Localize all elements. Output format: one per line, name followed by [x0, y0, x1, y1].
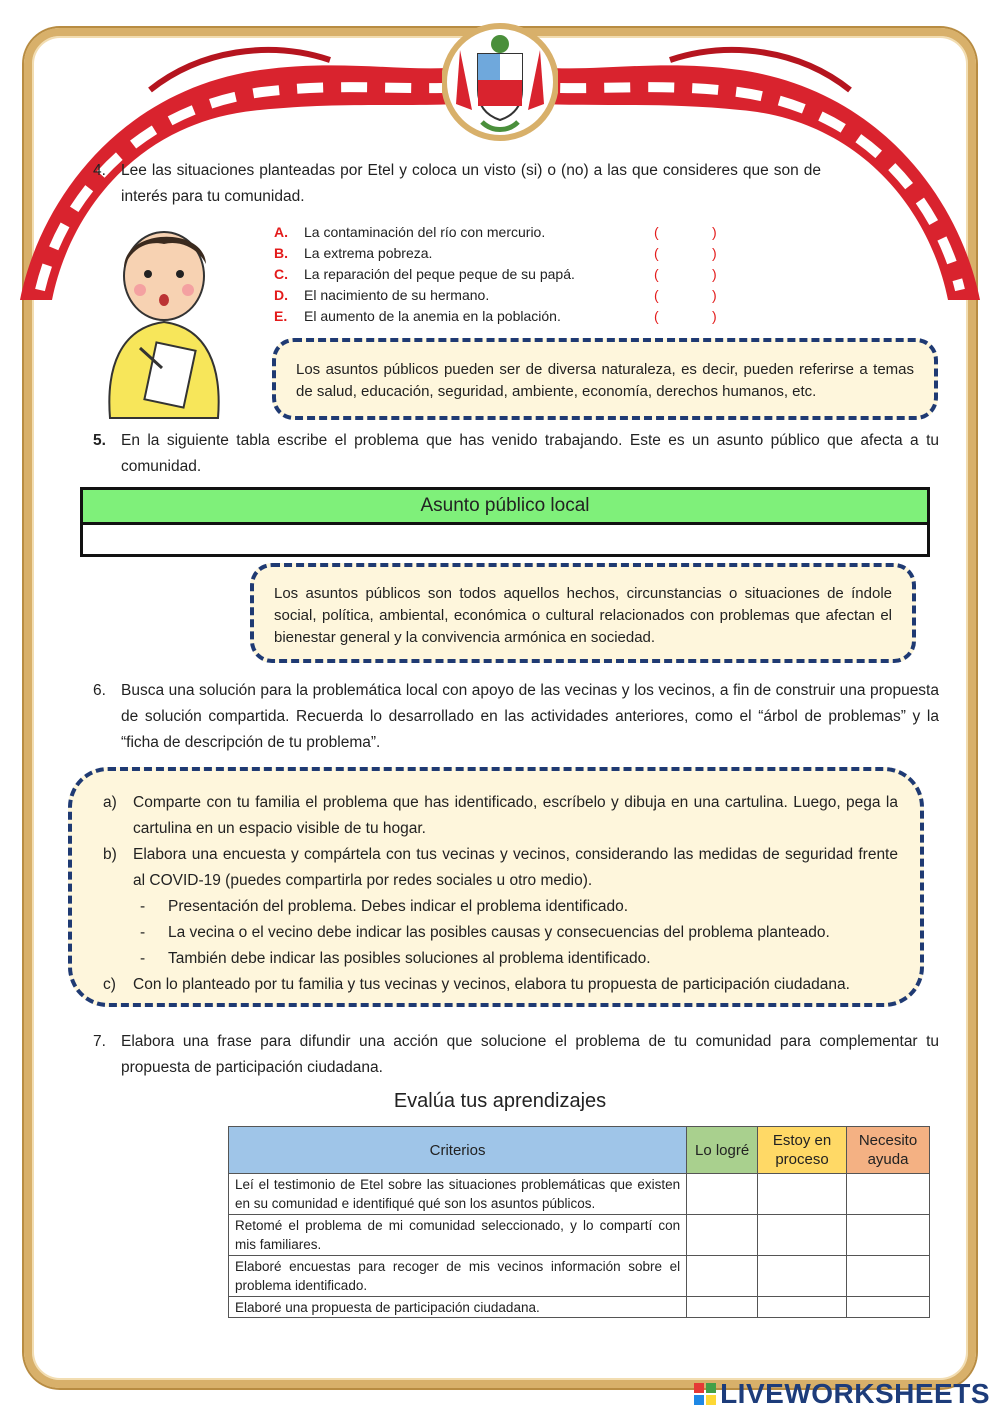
close-paren: ) [712, 308, 717, 324]
peru-coat-of-arms-icon [442, 20, 558, 144]
table-row [229, 1297, 930, 1318]
check-cell-logre[interactable] [687, 1297, 758, 1318]
question-7-text: Elabora una frase para difundir una acción que solucione el problema de tu comunidad para complementar tu propuesta de participación ciudadana. [121, 1033, 939, 1076]
table-row [229, 1256, 930, 1297]
question-6-number: 6. [93, 682, 106, 699]
task-label: a) [103, 794, 117, 811]
asunto-publico-header: Asunto público local [83, 490, 927, 525]
option-letter: B. [274, 245, 288, 261]
option-c [274, 264, 717, 285]
open-paren: ( [654, 266, 659, 282]
question-4-text: Lee las situaciones planteadas por Etel y coloca un visto (si) o (no) a las que consideres que son de interés para tu comunidad. [121, 162, 821, 205]
question-5 [93, 428, 939, 480]
task-text: Elabora una encuesta y compártela con tus vecinas y vecinos, considerando las medidas de seguridad frente al COVID-19 (puedes compartirla por redes sociales u otro medio). [133, 846, 898, 889]
open-paren: ( [654, 245, 659, 261]
check-cell-logre[interactable] [687, 1174, 758, 1215]
close-paren: ) [712, 224, 717, 240]
answer-slot-d[interactable] [654, 285, 724, 306]
liveworksheets-logo [694, 1378, 990, 1410]
check-cell-proceso[interactable] [758, 1215, 847, 1256]
asunto-publico-answer-cell[interactable] [83, 525, 927, 557]
answer-slot-b[interactable] [654, 243, 724, 264]
liveworksheets-wordmark: LIVEWORKSHEETS [720, 1378, 990, 1409]
option-b [274, 243, 717, 264]
note-text: Los asuntos públicos pueden ser de diversa naturaleza, es decir, pueden referirse a temas de salud, educación, seguridad, ambiente, economía, derechos humanos, etc. [296, 361, 914, 400]
close-paren: ) [712, 266, 717, 282]
answer-slot-e[interactable] [654, 306, 724, 327]
option-text: La extrema pobreza. [304, 245, 433, 261]
option-text: La reparación del peque peque de su papá. [304, 266, 575, 282]
bullet-3 [140, 946, 900, 972]
question-6-text: Busca una solución para la problemática local con apoyo de las vecinas y los vecinos, a fin de construir una propuesta de solución compartida. Recuerda lo desarrollado en las actividades anteriores, como el “árbol de problemas” y la “ficha de descripción de tu problema”. [121, 682, 939, 751]
question-7 [93, 1029, 939, 1081]
bullet-2 [140, 920, 900, 946]
check-cell-ayuda[interactable] [847, 1297, 930, 1318]
criterion-text: Leí el testimonio de Etel sobre las situaciones problemáticas que existen en su comunidad e identifiqué qué son los asuntos públicos. [229, 1174, 687, 1215]
note-text: Los asuntos públicos son todos aquellos hechos, circunstancias o situaciones de índole social, política, ambiental, económica o cultural relacionados con problemas que afectan el bienestar general y la convivencia armónica en sociedad. [274, 585, 892, 646]
evaluation-title: Evalúa tus aprendizajes [393, 1090, 607, 1112]
question-5-text: En la siguiente tabla escribe el problema que has venido trabajando. Este es un asunto público que afecta a tu comunidad. [121, 432, 939, 475]
task-text: Comparte con tu familia el problema que has identificado, escríbelo y dibuja en una cartulina. Luego, pega la cartulina en un espacio visible de tu hogar. [133, 794, 898, 837]
option-text: El nacimiento de su hermano. [304, 287, 490, 303]
task-c [103, 972, 898, 998]
table-row [229, 1174, 930, 1215]
question-6 [93, 678, 939, 756]
header-necesito-ayuda: Necesito ayuda [847, 1127, 930, 1174]
bullet-text: Presentación del problema. Debes indicar el problema identificado. [168, 898, 629, 915]
check-cell-ayuda[interactable] [847, 1215, 930, 1256]
option-letter: E. [274, 308, 288, 324]
evaluation-header-row [229, 1127, 930, 1174]
answer-slot-a[interactable] [654, 222, 724, 243]
open-paren: ( [654, 287, 659, 303]
header-en-proceso: Estoy en proceso [758, 1127, 847, 1174]
check-cell-ayuda[interactable] [847, 1174, 930, 1215]
option-e [274, 306, 717, 327]
option-letter: A. [274, 224, 288, 240]
option-text: La contaminación del río con mercurio. [304, 224, 546, 240]
check-cell-ayuda[interactable] [847, 1256, 930, 1297]
question-4 [93, 158, 821, 210]
header-criterios: Criterios [229, 1127, 687, 1174]
bullet-1 [140, 894, 900, 920]
check-cell-logre[interactable] [687, 1215, 758, 1256]
open-paren: ( [654, 308, 659, 324]
option-text: El aumento de la anemia en la población. [304, 308, 561, 324]
criterion-text: Elaboré encuestas para recoger de mis vecinos información sobre el problema identificado. [229, 1256, 687, 1297]
question-5-number: 5. [93, 432, 106, 449]
close-paren: ) [712, 287, 717, 303]
close-paren: ) [712, 245, 717, 261]
boy-writing-illustration [100, 218, 228, 428]
task-label: c) [103, 976, 116, 993]
evaluation-table [228, 1126, 930, 1318]
task-a [103, 790, 898, 842]
table-row [229, 1215, 930, 1256]
note-asuntos-naturaleza [272, 338, 938, 420]
open-paren: ( [654, 224, 659, 240]
check-cell-logre[interactable] [687, 1256, 758, 1297]
check-cell-proceso[interactable] [758, 1174, 847, 1215]
bullet-dash: - [140, 898, 146, 915]
header-lo-logre: Lo logré [687, 1127, 758, 1174]
note-asuntos-definicion [250, 563, 916, 663]
bullet-dash: - [140, 950, 146, 967]
task-text: Con lo planteado por tu familia y tus vecinas y vecinos, elabora tu propuesta de participación ciudadana. [133, 976, 850, 993]
bullet-dash: - [140, 924, 146, 941]
task-b [103, 842, 898, 894]
criterion-text: Elaboré una propuesta de participación ciudadana. [229, 1297, 687, 1318]
task-label: b) [103, 846, 117, 863]
liveworksheets-badge-icon [694, 1383, 716, 1405]
option-letter: C. [274, 266, 288, 282]
criterion-text: Retomé el problema de mi comunidad seleccionado, y lo compartí con mis familiares. [229, 1215, 687, 1256]
bullet-text: La vecina o el vecino debe indicar las posibles causas y consecuencias del problema planteado. [168, 924, 830, 941]
option-d [274, 285, 717, 306]
question-7-number: 7. [93, 1033, 106, 1050]
option-letter: D. [274, 287, 288, 303]
asunto-publico-table [80, 487, 930, 557]
bullet-text: También debe indicar las posibles soluciones al problema identificado. [168, 950, 651, 967]
question-4-number: 4. [93, 162, 106, 179]
option-a [274, 222, 717, 243]
check-cell-proceso[interactable] [758, 1297, 847, 1318]
answer-slot-c[interactable] [654, 264, 724, 285]
check-cell-proceso[interactable] [758, 1256, 847, 1297]
